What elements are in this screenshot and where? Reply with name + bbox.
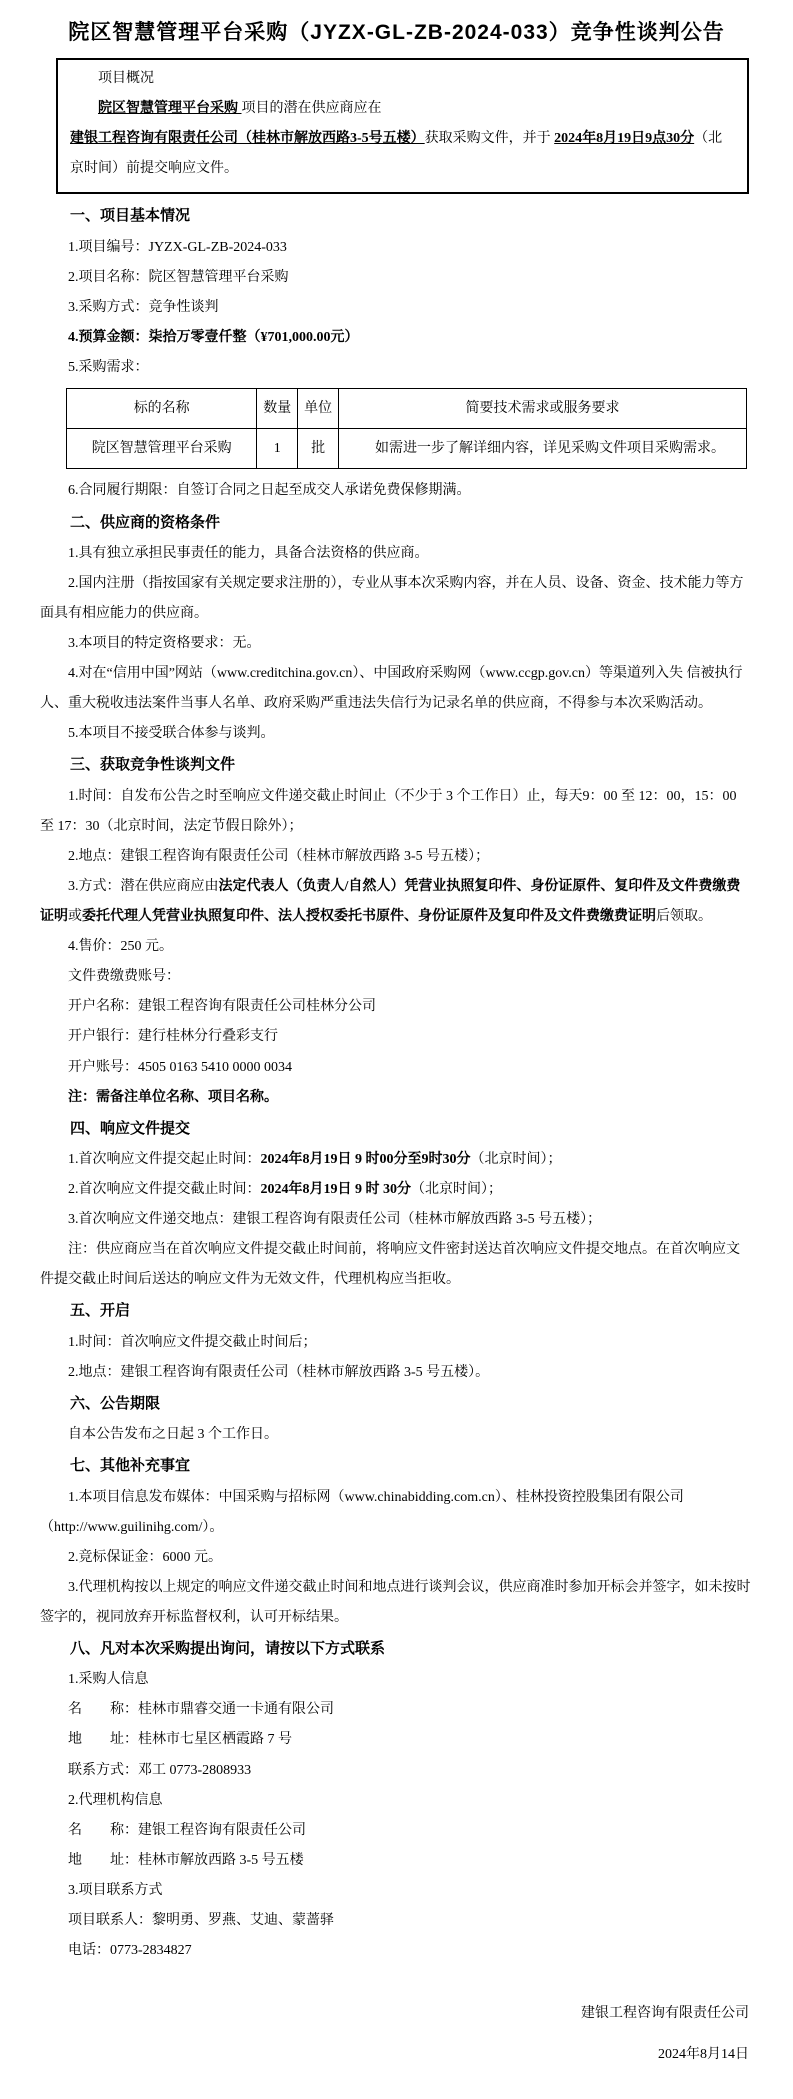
paragraph [40, 569, 753, 629]
paragraph [40, 842, 753, 872]
text-segment: 联系方式：邓工 0773-2808933 [68, 1762, 252, 1778]
paragraph [40, 1053, 753, 1083]
paragraph [40, 1145, 753, 1175]
table-cell: 如需进一步了解详细内容，详见采购文件项目采购需求。 [338, 429, 746, 469]
paragraph [40, 719, 753, 749]
paragraph [40, 659, 753, 719]
paragraph [40, 539, 753, 569]
text-segment: 项目的潜在供应商应在 [241, 101, 382, 117]
paragraph [40, 1786, 753, 1816]
text-segment: 名 称：建银工程咨询有限责任公司 [68, 1822, 306, 1838]
text-segment: 或 [68, 909, 82, 925]
text-segment: 名 称：桂林市鼎睿交通一卡通有限公司 [68, 1702, 334, 1718]
paragraph [40, 1420, 753, 1450]
paragraph [40, 1175, 753, 1205]
text-segment: 4.预算金额：柒拾万零壹仟整（¥701,000.00元） [68, 329, 359, 345]
section-heading: 六、公告期限 [70, 1394, 161, 1412]
text-segment: 开户账号：4505 0163 5410 0000 0034 [68, 1059, 292, 1075]
text-segment: 3.项目联系方式 [68, 1882, 163, 1898]
paragraph [40, 1906, 753, 1936]
text-segment: 3.代理机构按以上规定的响应文件递交截止时间和地点进行谈判会议，供应商准时参加开标会并签字，如未按时签字的，视同放弃开标监督权利，认可开标结果。 [40, 1579, 751, 1625]
text-segment: 2.代理机构信息 [68, 1792, 163, 1808]
paragraph [40, 1936, 753, 1966]
paragraph [40, 1358, 753, 1388]
text-segment: 地 址：桂林市七星区栖霞路 7 号 [68, 1732, 292, 1748]
text-segment: 2.项目名称：院区智慧管理平台采购 [68, 269, 289, 285]
announcement-date: 2024年8月14日 [658, 2046, 749, 2062]
paragraph [40, 932, 753, 962]
section-heading: 三、获取竞争性谈判文件 [70, 756, 236, 774]
text-segment: 2024年8月19日 9 时 30分 [260, 1182, 411, 1198]
text-segment: 项目联系人：黎明勇、罗燕、艾迪、蒙蔷驿 [68, 1912, 334, 1928]
table-header-cell: 简要技术需求或服务要求 [338, 389, 746, 429]
section-heading: 一、项目基本情况 [70, 207, 191, 225]
section-heading: 七、其他补充事宜 [70, 1457, 191, 1475]
text-segment: 2.国内注册（指按国家有关规定要求注册的），专业从事本次采购内容，并在人员、设备、资金、技术能力等方面具有相应能力的供应商。 [40, 575, 744, 621]
paragraph [40, 476, 753, 506]
paragraph [40, 1725, 753, 1755]
text-segment: （北京时间）； [411, 1182, 502, 1198]
text-segment: 4.售价：250 元。 [68, 939, 173, 955]
paragraph [40, 263, 753, 293]
page-title: 院区智慧管理平台采购（JYZX-GL-ZB-2024-033）竞争性谈判公告 [68, 21, 725, 44]
procurement-requirements-table [66, 388, 747, 469]
text-segment: 1.采购人信息 [68, 1672, 149, 1688]
text-segment: 1.具有独立承担民事责任的能力，具备合法资格的供应商。 [68, 545, 429, 561]
table-header-cell: 数量 [257, 389, 298, 429]
paragraph [40, 1756, 753, 1786]
text-segment: 2024年8月19日 9 时00分至9时30分 [260, 1152, 471, 1167]
paragraph [40, 1022, 753, 1052]
paragraph [40, 782, 753, 842]
table-header-cell: 标的名称 [67, 389, 257, 429]
text-segment: （北京时间）前提交响应文件。 [70, 131, 723, 177]
table-header-cell: 单位 [298, 389, 339, 429]
table-row [67, 429, 747, 469]
text-segment: 5.采购需求： [68, 360, 149, 375]
paragraph [40, 233, 753, 263]
text-segment: 后领取。 [656, 909, 712, 925]
paragraph [40, 1205, 753, 1235]
text-segment: 1.时间：自发布公告之时至响应文件递交截止时间止（不少于 3 个工作日）止，每天9：00 至 12：00，15：00 至 17：30（北京时间，法定节假日除外）； [40, 788, 737, 834]
text-segment: 1.时间：首次响应文件提交截止时间后； [68, 1334, 317, 1350]
signature-block [40, 1994, 753, 2075]
text-segment: 委托代理人凭营业执照复印件、法人授权委托书原件、身份证原件及复印件及文件费缴费证明 [82, 909, 656, 925]
paragraph [40, 1573, 753, 1633]
text-segment: 6.合同履行期限：自签订合同之日起至成交人承诺免费保修期满。 [68, 483, 471, 499]
project-overview-box [56, 58, 749, 194]
text-segment: （北京时间）； [470, 1152, 562, 1167]
text-segment: 文件费缴费账号： [68, 969, 180, 985]
paragraph [40, 629, 753, 659]
table-cell: 1 [257, 429, 298, 469]
text-segment: 2.地点：建银工程咨询有限责任公司（桂林市解放西路 3-5 号五楼）。 [68, 1364, 490, 1380]
paragraph [40, 323, 753, 353]
text-segment: 3.方式：潜在供应商应由 [68, 879, 219, 894]
overview-label: 项目概况 [98, 71, 154, 86]
text-segment: 4.对在“信用中国”网站（www.creditchina.gov.cn）、中国政府采购网（www.ccgp.gov.cn）等渠道列入失 信被执行人、重大税收违法案件当事人名单、政府采购严重违法失信行为记录名单的供应商，不得参与本次采购活动。 [40, 666, 743, 712]
text-segment: 建银工程咨询有限责任公司（桂林市解放西路3-5号五楼） [70, 131, 425, 147]
section-heading: 八、凡对本次采购提出询问，请按以下方式联系 [70, 1639, 386, 1657]
paragraph [40, 1695, 753, 1725]
text-segment: 开户银行：建行桂林分行叠彩支行 [68, 1029, 278, 1045]
paragraph [40, 1846, 753, 1876]
text-segment: 地 址：桂林市解放西路 3-5 号五楼 [68, 1852, 304, 1868]
table-header-row [67, 389, 747, 429]
paragraph [40, 962, 753, 992]
paragraph [40, 1543, 753, 1573]
paragraph [40, 1083, 753, 1113]
text-segment: 开户名称：建银工程咨询有限责任公司桂林分公司 [68, 999, 376, 1015]
text-segment: 自本公告发布之日起 3 个工作日。 [68, 1427, 278, 1443]
paragraph [40, 1665, 753, 1695]
section-heading: 五、开启 [70, 1302, 131, 1320]
paragraph [40, 1235, 753, 1295]
text-segment: 获取采购文件，并于 [424, 131, 555, 147]
paragraph [40, 353, 753, 383]
document-body [40, 200, 753, 1966]
text-segment: 1.项目编号：JYZX-GL-ZB-2024-033 [68, 239, 287, 255]
paragraph [40, 992, 753, 1022]
text-segment: 注：需备注单位名称、项目名称。 [68, 1089, 278, 1105]
section-heading: 二、供应商的资格条件 [70, 513, 221, 531]
paragraph [40, 1328, 753, 1358]
text-segment: 5.本项目不接受联合体参与谈判。 [68, 726, 275, 742]
text-segment: 1.首次响应文件提交起止时间： [68, 1152, 261, 1167]
text-segment: 院区智慧管理平台采购 [98, 101, 242, 117]
paragraph [40, 1876, 753, 1906]
text-segment: 电话：0773-2834827 [68, 1943, 192, 1959]
section-heading: 四、响应文件提交 [70, 1119, 191, 1137]
table-cell: 批 [298, 429, 339, 469]
text-segment: 2.地点：建银工程咨询有限责任公司（桂林市解放西路 3-5 号五楼）； [68, 848, 490, 864]
paragraph [40, 293, 753, 323]
text-segment: 3.采购方式：竞争性谈判 [68, 299, 219, 315]
paragraph [40, 1483, 753, 1543]
table-cell: 院区智慧管理平台采购 [67, 429, 257, 469]
paragraph [40, 1816, 753, 1846]
text-segment: 2.竞标保证金：6000 元。 [68, 1549, 222, 1565]
paragraph [40, 872, 753, 932]
text-segment: 注：供应商应当在首次响应文件提交截止时间前，将响应文件密封送达首次响应文件提交地点。在首次响应文件提交截止时间后送达的响应文件为无效文件，代理机构应当拒收。 [40, 1242, 740, 1288]
text-segment: 2.首次响应文件提交截止时间： [68, 1182, 261, 1198]
text-segment: 1.本项目信息发布媒体：中国采购与招标网（www.chinabidding.com.cn）、桂林投资控股集团有限公司 （http://www.guilinihg.com/）。 [40, 1489, 684, 1535]
agency-signature: 建银工程咨询有限责任公司 [581, 2006, 749, 2022]
text-segment: 2024年8月19日9点30分 [554, 131, 695, 147]
text-segment: 3.本项目的特定资格要求：无。 [68, 636, 261, 652]
text-segment: 法定代表人（负责人/自然人）凭营业执照复印件、身份证原件、复印件及文件费缴费证明 [40, 879, 741, 925]
overview-paragraph [70, 94, 735, 184]
text-segment: 3.首次响应文件递交地点：建银工程咨询有限责任公司（桂林市解放西路 3-5 号五楼）； [68, 1212, 602, 1228]
